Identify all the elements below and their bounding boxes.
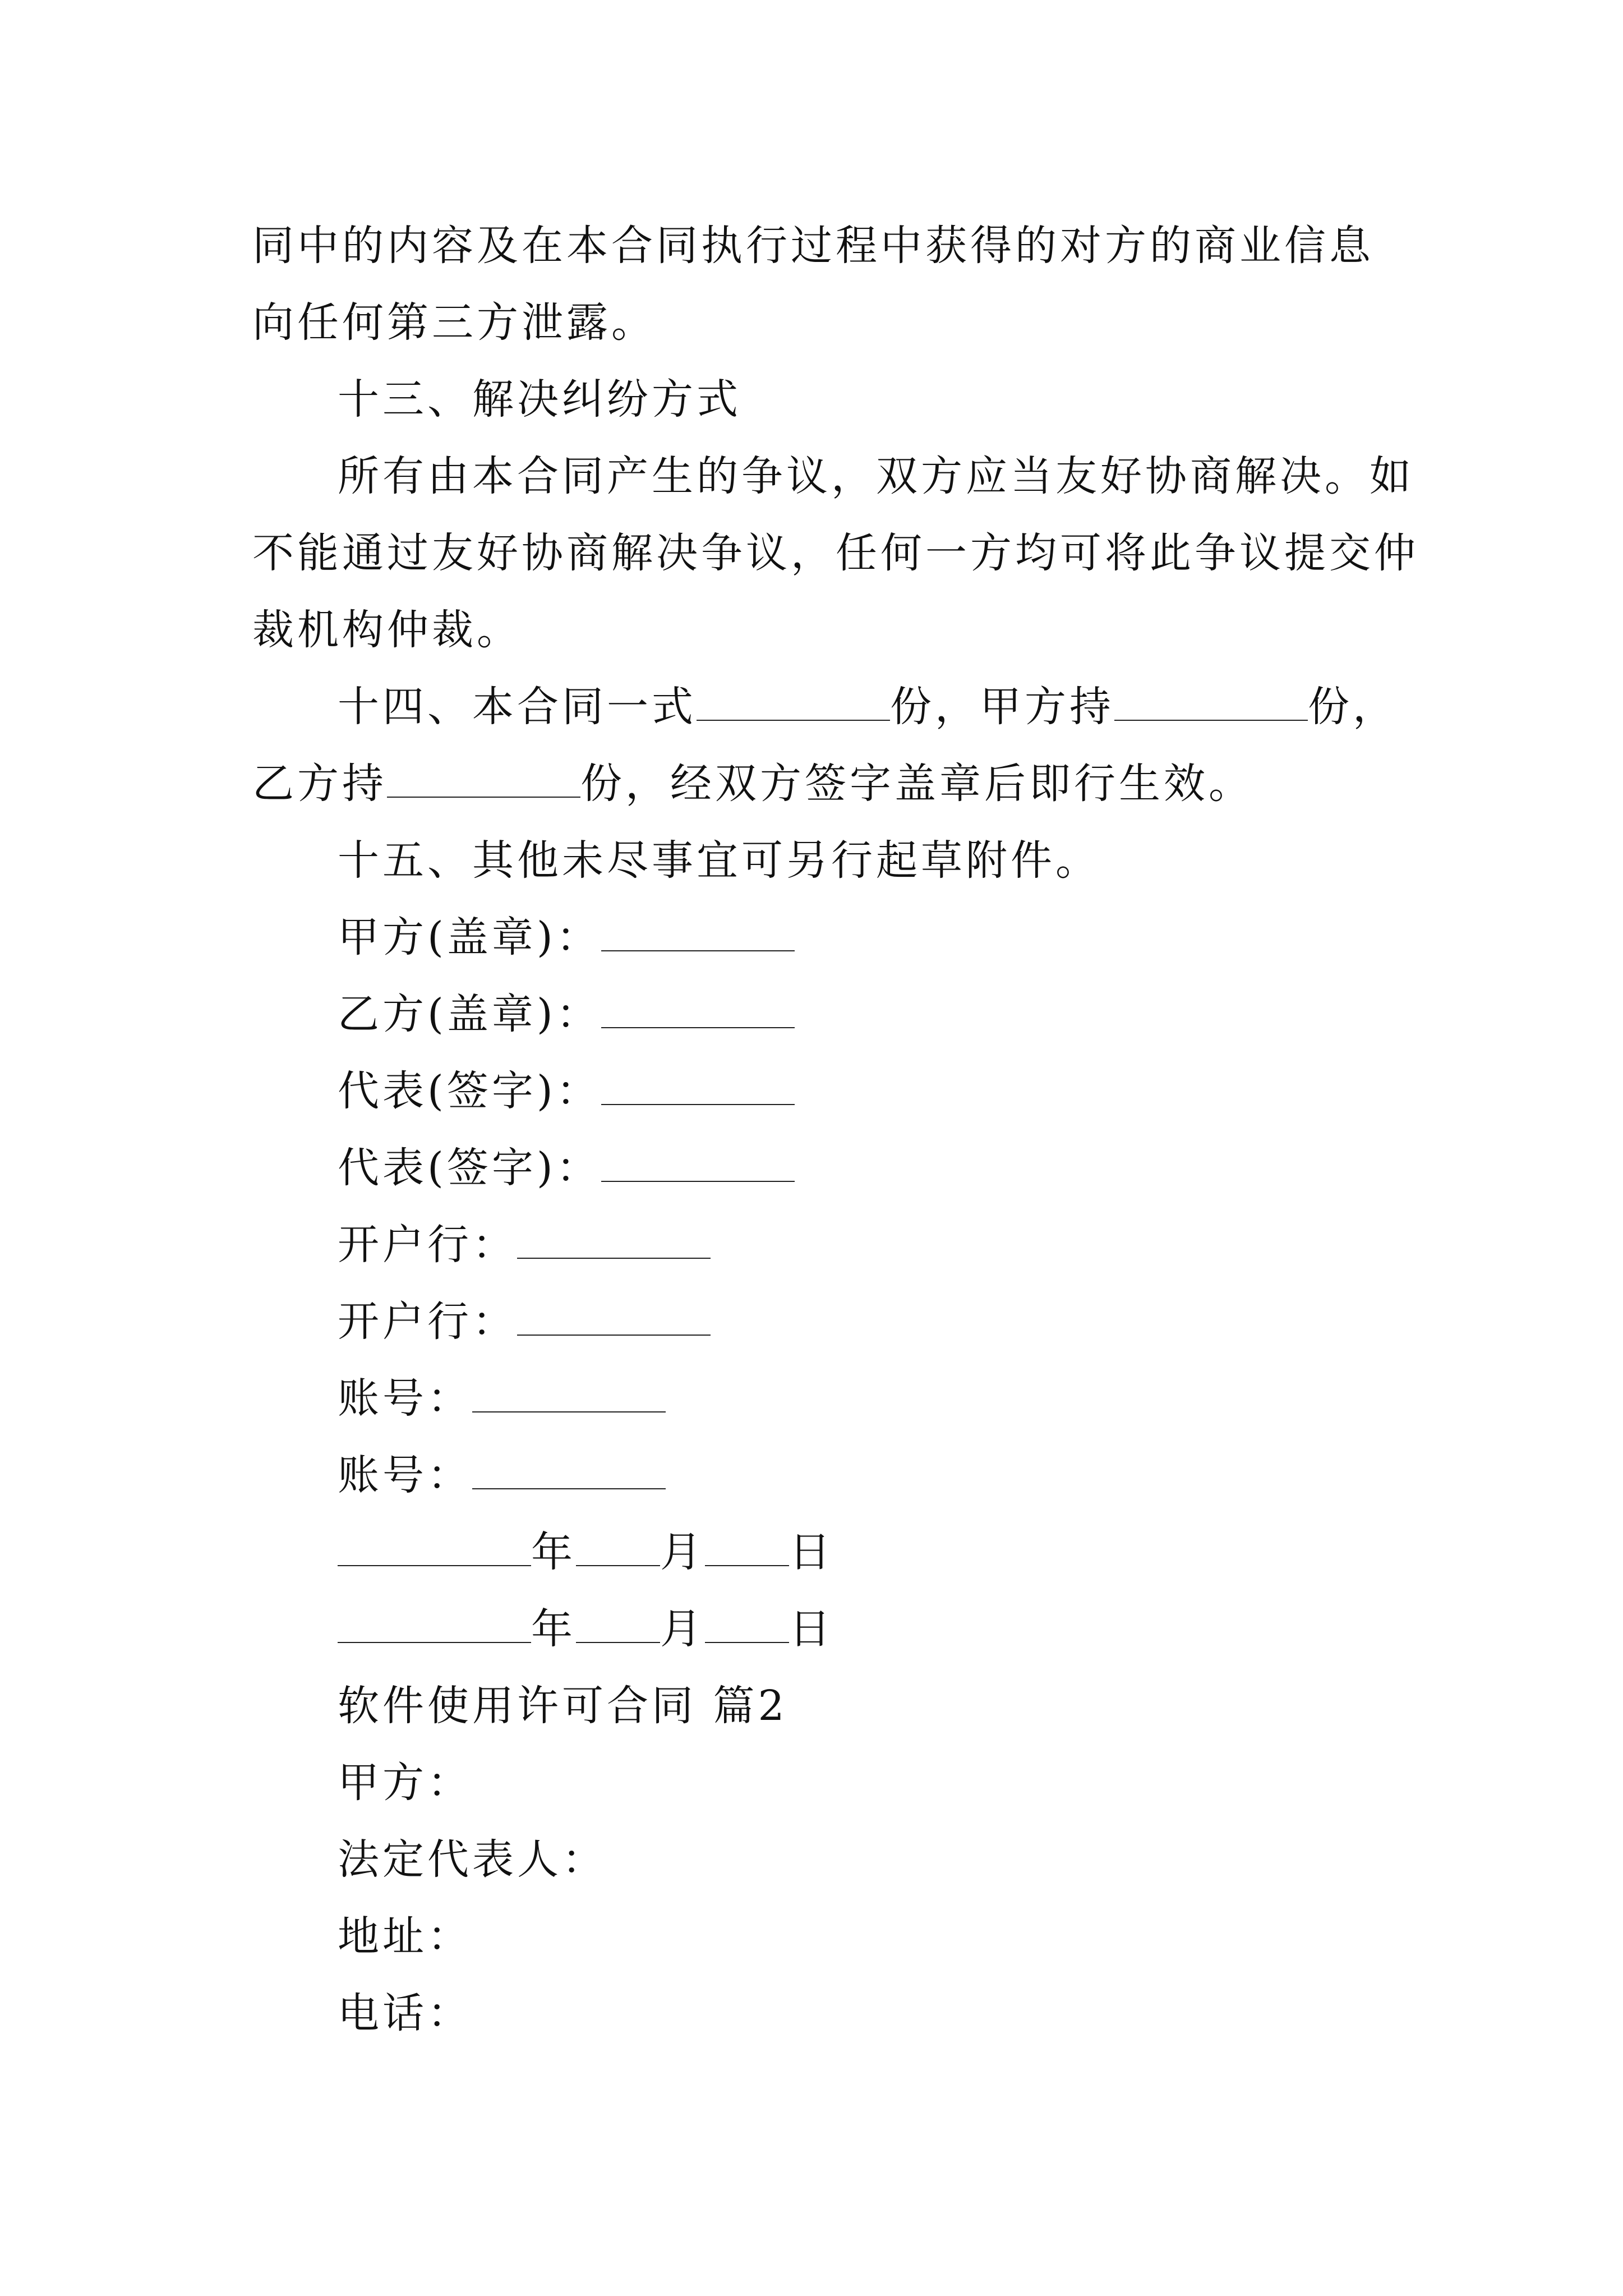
- signature-blank[interactable]: [601, 1142, 795, 1182]
- section-heading: 十五、其他未尽事宜可另行起草附件。: [338, 836, 1100, 885]
- bank-blank[interactable]: [517, 1218, 711, 1259]
- signature-label: 代表(签字)：: [338, 1067, 601, 1115]
- signature-row: [252, 1053, 1385, 1130]
- party-a-label: 甲方：: [338, 1759, 472, 1807]
- signature-blank[interactable]: [601, 1065, 795, 1105]
- account-label: 账号：: [338, 1451, 472, 1499]
- signature-label: 乙方(盖章)：: [338, 990, 601, 1038]
- section-title: 软件使用许可合同 篇2: [338, 1682, 788, 1730]
- signature-blank[interactable]: [601, 988, 795, 1028]
- clause-text: 份，经双方签字盖章后即行生效。: [580, 760, 1253, 808]
- account-row: [252, 1360, 1385, 1437]
- month-label: 月: [660, 1605, 705, 1653]
- month-blank[interactable]: [576, 1603, 660, 1643]
- account-blank[interactable]: [472, 1372, 666, 1412]
- clause-text: 份，甲方持: [890, 683, 1114, 731]
- legal-rep-label: 法定代表人：: [338, 1835, 607, 1884]
- copies-clause-cont: [252, 746, 1385, 822]
- body-text: 裁机构仲裁。: [252, 606, 522, 654]
- document-page: [252, 208, 1419, 2052]
- blank-field[interactable]: [1114, 680, 1308, 721]
- date-row: [252, 1514, 1385, 1591]
- bank-row: [252, 1207, 1385, 1283]
- year-blank[interactable]: [338, 1603, 531, 1643]
- day-blank[interactable]: [705, 1603, 789, 1643]
- address-label: 地址：: [338, 1912, 472, 1961]
- account-row: [252, 1437, 1385, 1514]
- account-label: 账号：: [338, 1374, 472, 1423]
- day-label: 日: [789, 1605, 834, 1653]
- body-text: 同中的内容及在本合同执行过程中获得的对方的商业信息: [252, 222, 1374, 270]
- signature-row: [252, 1130, 1385, 1207]
- account-blank[interactable]: [472, 1449, 666, 1489]
- bank-label: 开户行：: [338, 1297, 517, 1346]
- signature-row: [252, 899, 1385, 976]
- month-label: 月: [660, 1528, 705, 1576]
- blank-field[interactable]: [387, 757, 580, 798]
- year-label: 年: [531, 1605, 576, 1653]
- bank-blank[interactable]: [517, 1295, 711, 1336]
- copies-clause: [252, 669, 1398, 746]
- body-text: 不能通过友好协商解决争议，任何一方均可将此争议提交仲: [252, 529, 1419, 577]
- phone-label: 电话：: [338, 1989, 472, 2037]
- date-row: [252, 1591, 1385, 1668]
- signature-row: [252, 976, 1385, 1053]
- bank-label: 开户行：: [338, 1221, 517, 1269]
- month-blank[interactable]: [576, 1526, 660, 1566]
- day-label: 日: [789, 1528, 834, 1576]
- body-text: 所有由本合同产生的争议，双方应当友好协商解决。如: [338, 452, 1414, 500]
- clause-text: 乙方持: [252, 760, 387, 808]
- year-blank[interactable]: [338, 1526, 531, 1566]
- blank-field[interactable]: [697, 680, 890, 721]
- section-heading: 十三、解决纠纷方式: [338, 375, 741, 424]
- clause-text: 份，: [1308, 683, 1398, 731]
- bank-row: [252, 1283, 1385, 1360]
- year-label: 年: [531, 1528, 576, 1576]
- day-blank[interactable]: [705, 1526, 789, 1566]
- signature-blank[interactable]: [601, 911, 795, 951]
- body-text: 向任何第三方泄露。: [252, 298, 656, 347]
- signature-label: 甲方(盖章)：: [338, 913, 601, 961]
- signature-label: 代表(签字)：: [338, 1144, 601, 1192]
- clause-text: 十四、本合同一式: [338, 683, 697, 731]
